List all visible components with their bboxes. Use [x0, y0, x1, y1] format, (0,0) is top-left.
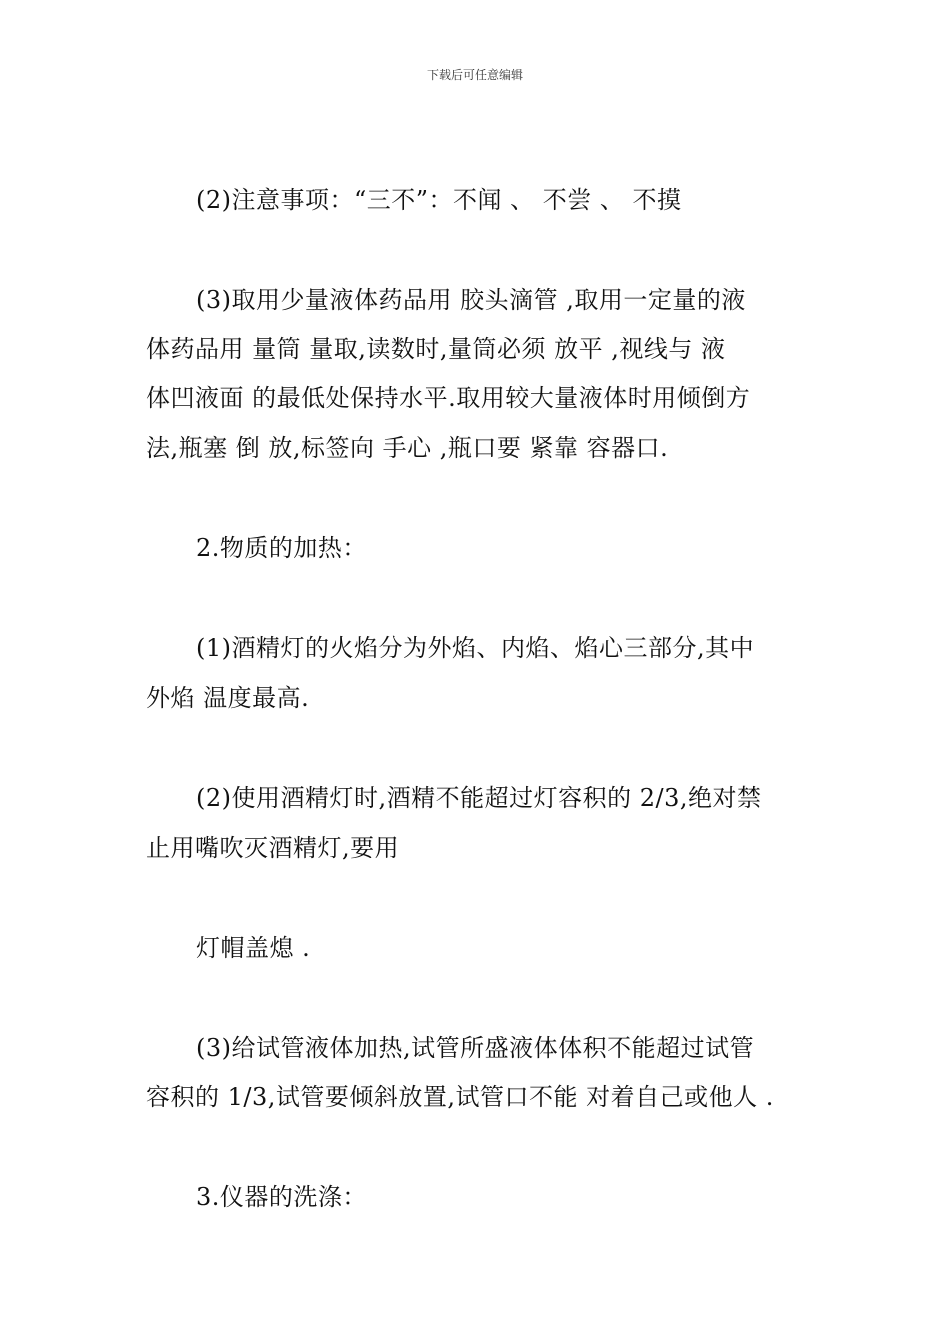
text-line: 体药品用 量筒 量取,读数时,量筒必须 放平 ,视线与 液 — [146, 335, 726, 363]
text-line: 体凹液面 的最低处保持水平.取用较大量液体时用倾倒方 — [146, 384, 751, 412]
text-line: (2)使用酒精灯时,酒精不能超过灯容积的 2/3,绝对禁 — [196, 784, 762, 812]
text-line: (3)取用少量液体药品用 胶头滴管 ,取用一定量的液 — [196, 286, 746, 314]
text-line: (2)注意事项：“三不”：不闻 、 不尝 、 不摸 — [196, 186, 682, 214]
section-heading: 3.仪器的洗涤： — [196, 1183, 367, 1211]
section-heading: 2.物质的加热： — [196, 534, 367, 562]
text-line: 法,瓶塞 倒 放,标签向 手心 ,瓶口要 紧靠 容器口. — [146, 434, 669, 462]
text-line: (3)给试管液体加热,试管所盛液体体积不能超过试管 — [196, 1034, 755, 1062]
text-line: 止用嘴吹灭酒精灯,要用 — [146, 834, 400, 862]
page-header: 下载后可任意编辑 — [426, 68, 523, 82]
text-line: 容积的 1/3,试管要倾斜放置,试管口不能 对着自己或他人 . — [146, 1083, 774, 1111]
text-line: 灯帽盖熄 . — [196, 934, 311, 962]
text-line: (1)酒精灯的火焰分为外焰、内焰、焰心三部分,其中 — [196, 634, 755, 662]
text-line: 外焰 温度最高. — [146, 684, 310, 712]
